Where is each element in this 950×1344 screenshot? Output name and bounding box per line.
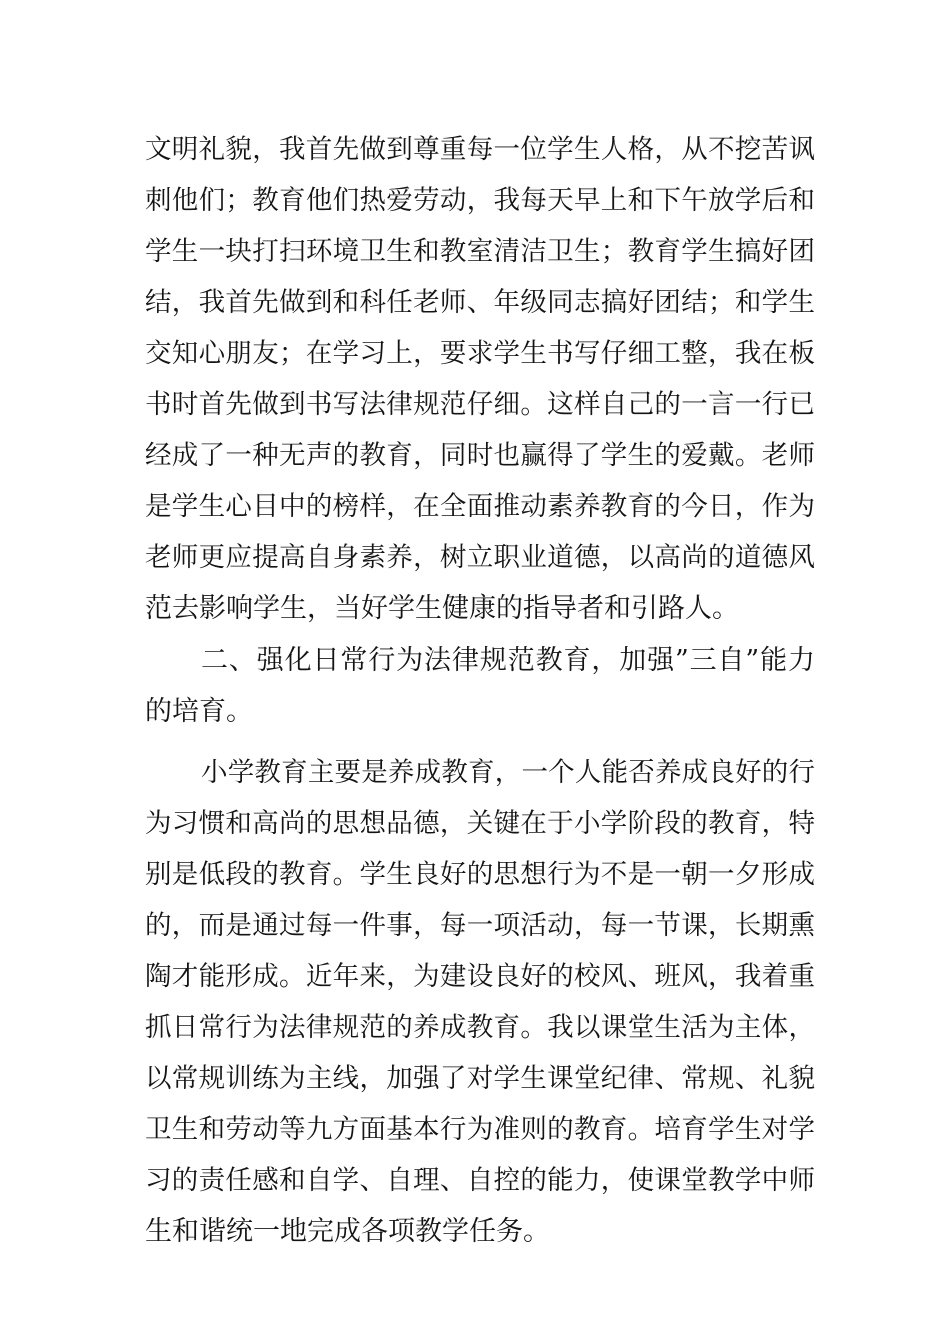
paragraph-1-line-2: 刺他们；教育他们热爱劳动，我每天早上和下午放学后和 [145,185,815,216]
paragraph-1-line-4: 结，我首先做到和科任老师、年级同志搞好团结；和学生 [145,287,815,318]
paragraph-1-line-7: 经成了一种无声的教育，同时也赢得了学生的爱戴。老师 [145,440,815,471]
section-heading-line-2: 的培育。 [145,696,253,727]
paragraph-3-line-2: 为习惯和高尚的思想品德，关键在于小学阶段的教育，特 [145,808,815,839]
paragraph-3-line-6: 抓日常行为法律规范的养成教育。我以课堂生活为主体， [145,1012,815,1043]
paragraph-1-line-8: 是学生心目中的榜样，在全面推动素养教育的今日，作为 [145,491,815,522]
paragraph-1-line-9: 老师更应提高自身素养，树立职业道德，以高尚的道德风 [145,542,815,573]
paragraph-1-line-5: 交知心朋友；在学习上，要求学生书写仔细工整，我在板 [145,338,815,369]
paragraph-1-line-10: 范去影响学生，当好学生健康的指导者和引路人。 [145,593,739,624]
paragraph-1-line-1: 文明礼貌，我首先做到尊重每一位学生人格，从不挖苦讽 [145,134,815,165]
paragraph-1-line-3: 学生一块打扫环境卫生和教室清洁卫生；教育学生搞好团 [145,236,815,267]
paragraph-3-line-8: 卫生和劳动等九方面基本行为准则的教育。培育学生对学 [145,1114,815,1145]
paragraph-3-line-7: 以常规训练为主线，加强了对学生课堂纪律、常规、礼貌 [145,1063,815,1094]
paragraph-3-line-3: 别是低段的教育。学生良好的思想行为不是一朝一夕形成 [145,859,815,890]
paragraph-3-line-5: 陶才能形成。近年来，为建设良好的校风、班风，我着重 [145,961,815,992]
paragraph-3-line-1: 小学教育主要是养成教育，一个人能否养成良好的行 [201,757,815,788]
paragraph-3-line-4: 的，而是通过每一件事，每一项活动，每一节课，长期熏 [145,910,815,941]
paragraph-1-line-6: 书时首先做到书写法律规范仔细。这样自己的一言一行已 [145,389,815,420]
paragraph-3-line-9: 习的责任感和自学、自理、自控的能力，使课堂教学中师 [145,1165,815,1196]
paragraph-3-line-10: 生和谐统一地完成各项教学任务。 [145,1216,550,1247]
section-heading-line-1: 二、强化日常行为法律规范教育，加强”三自”能力 [201,645,815,676]
